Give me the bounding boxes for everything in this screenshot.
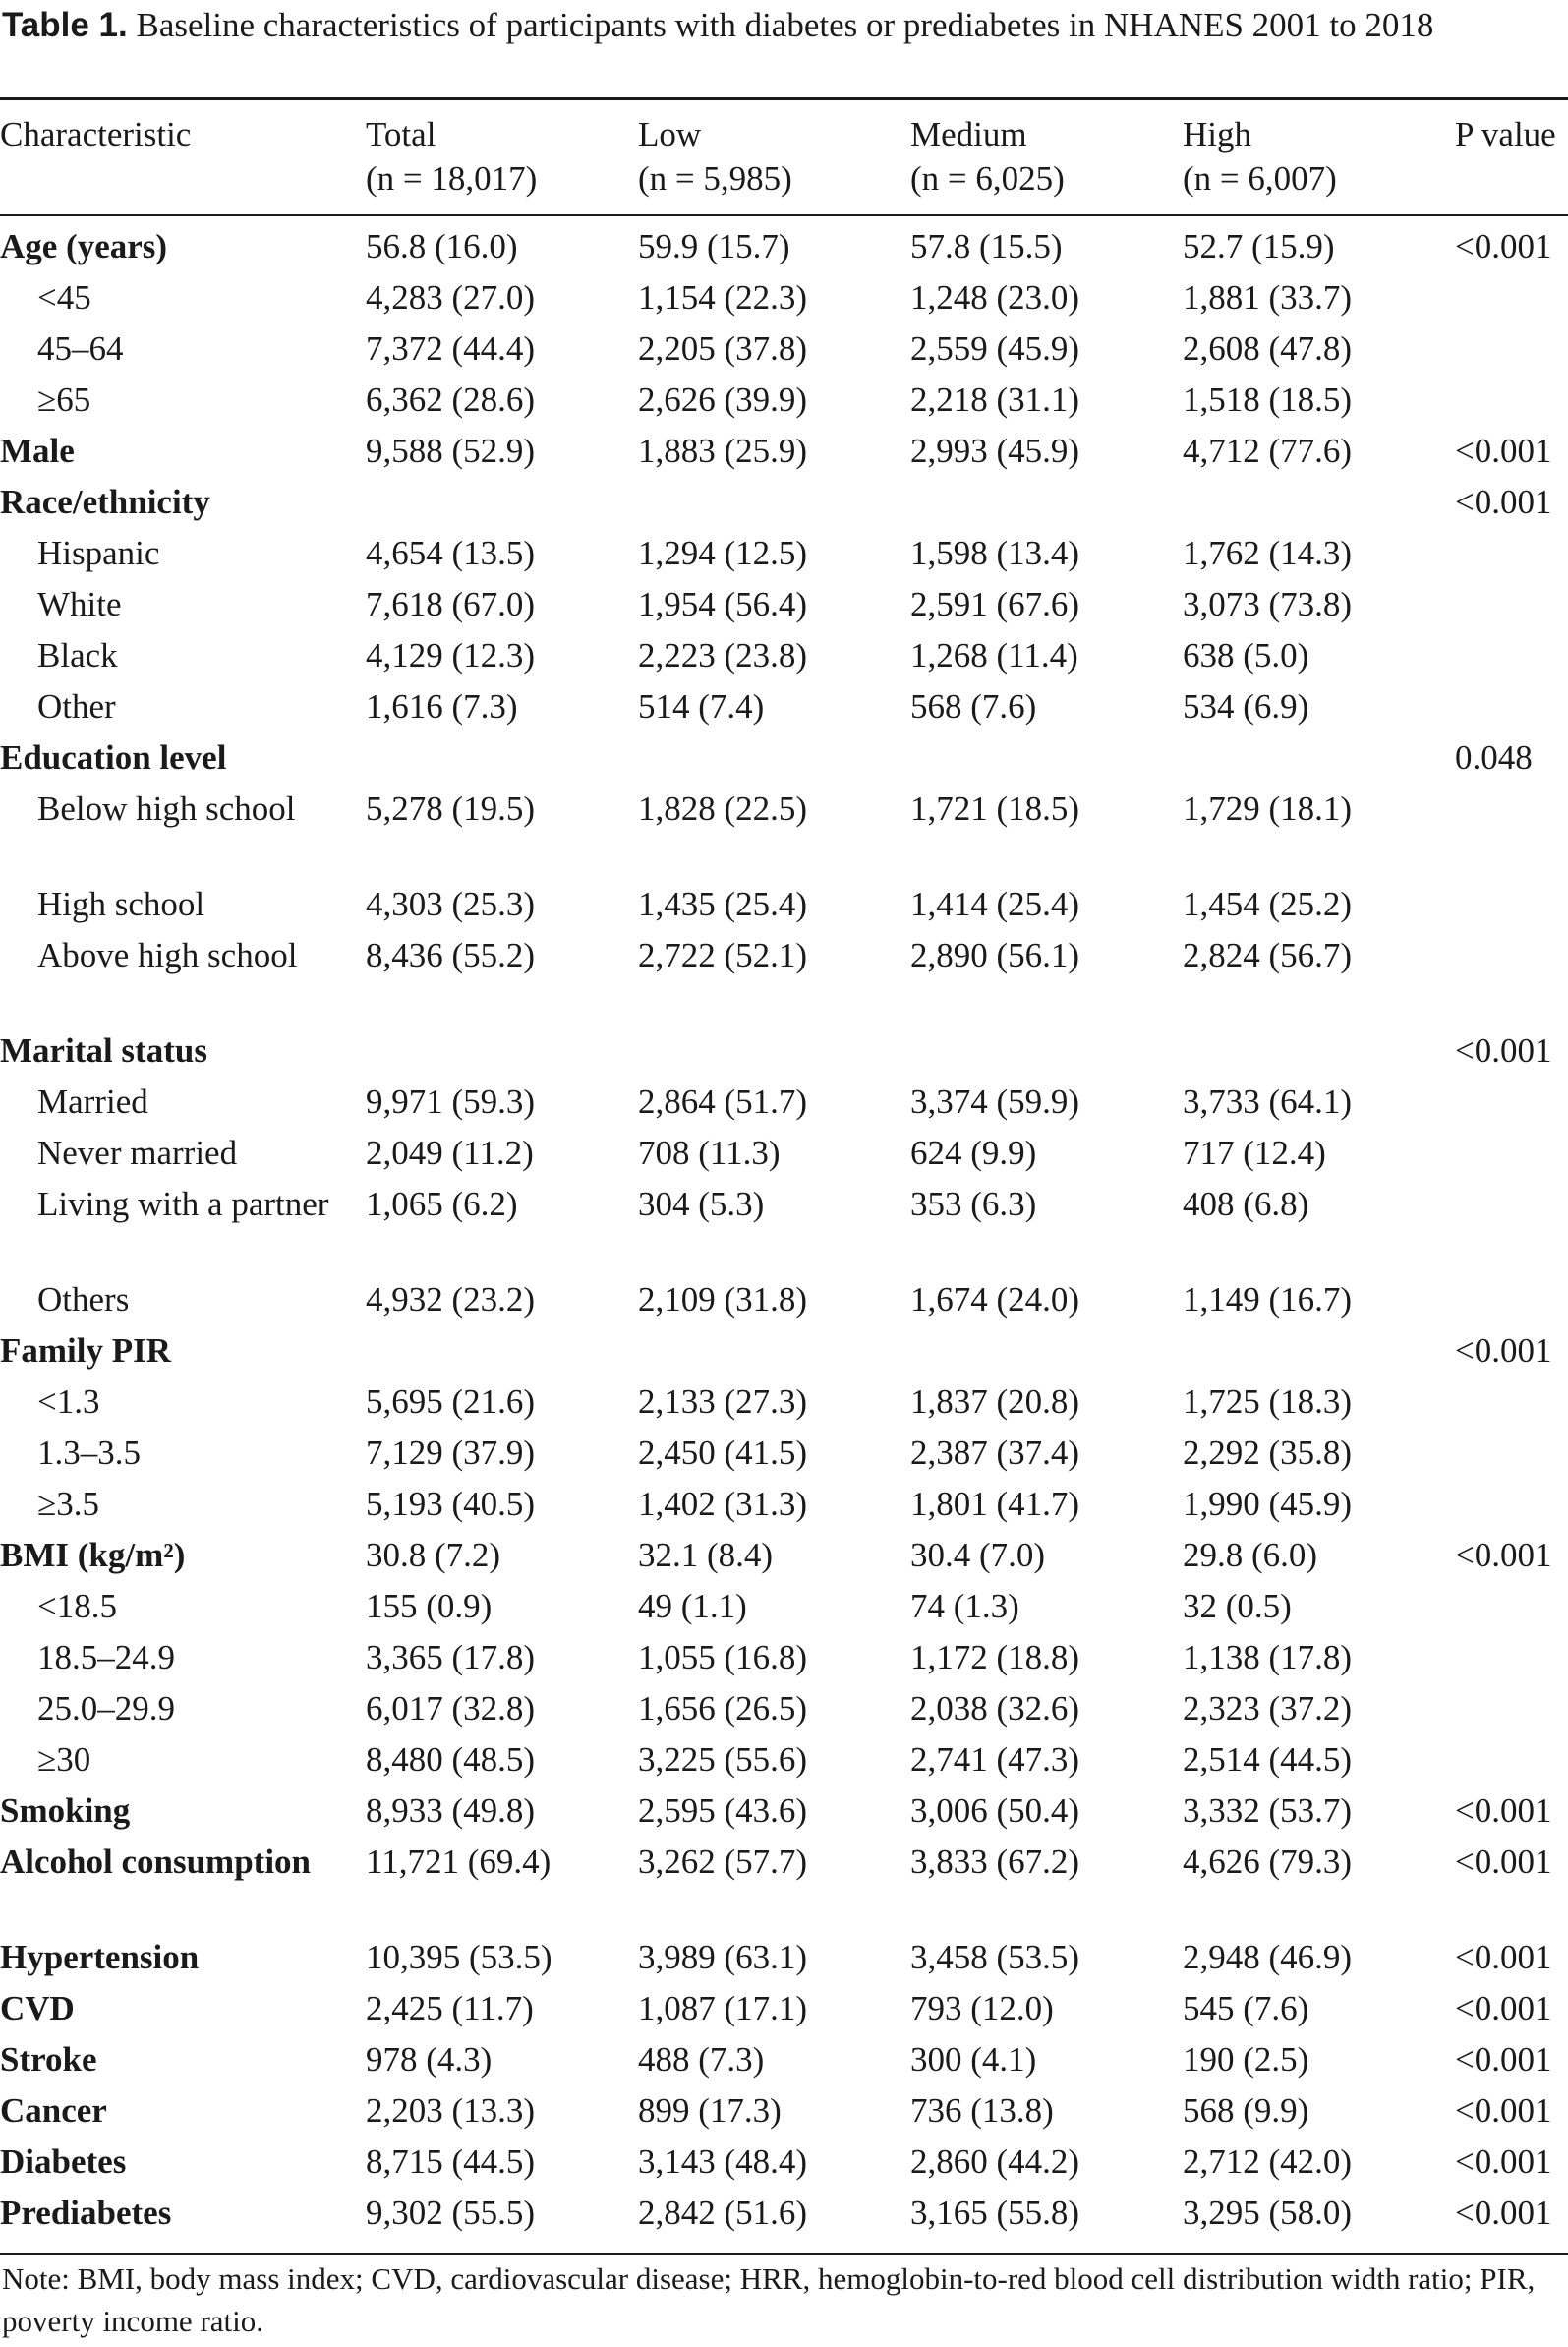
cell-total: 7,618 (67.0) [366, 585, 536, 623]
cell-medium: 30.4 (7.0) [910, 1536, 1046, 1574]
cell-label: Hypertension [0, 1938, 200, 1976]
cell-high: 2,824 (56.7) [1183, 936, 1353, 974]
cell-medium: 300 (4.1) [910, 2040, 1037, 2079]
cell-low: 3,262 (57.7) [638, 1843, 808, 1881]
cell-high: 545 (7.6) [1183, 1989, 1309, 2027]
table-row [0, 1080, 1568, 1131]
cell-total: 4,654 (13.5) [366, 534, 536, 572]
cell-total: 7,129 (37.9) [366, 1434, 536, 1472]
cell-low: 2,109 (31.8) [638, 1280, 808, 1319]
header-medium-n: (n = 6,025) [910, 159, 1065, 198]
cell-total: 4,932 (23.2) [366, 1280, 536, 1319]
cell-medium: 57.8 (15.5) [910, 227, 1063, 265]
cell-pvalue: <0.001 [1455, 1938, 1552, 1976]
table-row [0, 1131, 1568, 1182]
cell-label: High school [37, 885, 205, 923]
cell-total: 4,129 (12.3) [366, 636, 536, 675]
cell-pvalue: <0.001 [1455, 2040, 1552, 2079]
cell-low: 3,225 (55.6) [638, 1740, 808, 1779]
header-low [638, 112, 792, 201]
table-row [0, 1277, 1568, 1328]
cell-medium: 2,741 (47.3) [910, 1740, 1080, 1779]
cell-high: 1,138 (17.8) [1183, 1638, 1353, 1676]
table-body [0, 224, 1568, 2242]
cell-high: 1,725 (18.3) [1183, 1382, 1353, 1421]
cell-label: Others [37, 1280, 130, 1319]
cell-low: 1,954 (56.4) [638, 585, 808, 623]
table-row [0, 1379, 1568, 1431]
cell-medium: 1,268 (11.4) [910, 636, 1078, 675]
cell-medium: 1,801 (41.7) [910, 1485, 1080, 1523]
cell-medium: 1,598 (13.4) [910, 534, 1080, 572]
cell-high: 1,149 (16.7) [1183, 1280, 1353, 1319]
cell-medium: 2,860 (44.2) [910, 2142, 1080, 2181]
table-row [0, 2088, 1568, 2140]
cell-label: 45–64 [37, 329, 124, 368]
cell-label: Above high school [37, 936, 298, 974]
cell-total: 9,588 (52.9) [366, 432, 536, 470]
table-row [0, 1584, 1568, 1635]
cell-low: 1,883 (25.9) [638, 432, 808, 470]
cell-medium: 2,591 (67.6) [910, 585, 1080, 623]
cell-label: Age (years) [0, 227, 168, 265]
cell-high: 1,729 (18.1) [1183, 790, 1353, 828]
cell-low: 1,656 (26.5) [638, 1689, 808, 1728]
table-row [0, 429, 1568, 480]
cell-pvalue: <0.001 [1455, 227, 1552, 265]
table-row [0, 787, 1568, 882]
cell-medium: 3,833 (67.2) [910, 1843, 1080, 1881]
table-row [0, 275, 1568, 326]
cell-high: 638 (5.0) [1183, 636, 1309, 675]
cell-pvalue: <0.001 [1455, 1989, 1552, 2027]
cell-high: 4,626 (79.3) [1183, 1843, 1353, 1881]
cell-label: BMI (kg/m²) [0, 1536, 186, 1574]
cell-label: ≥3.5 [37, 1485, 99, 1523]
cell-low: 1,294 (12.5) [638, 534, 808, 572]
cell-total: 10,395 (53.5) [366, 1938, 552, 1976]
header-high-n: (n = 6,007) [1183, 159, 1337, 198]
header-low-label: Low [638, 115, 702, 153]
table-row [0, 1935, 1568, 1986]
table-row [0, 224, 1568, 275]
cell-high: 52.7 (15.9) [1183, 227, 1335, 265]
cell-low: 3,989 (63.1) [638, 1938, 808, 1976]
cell-low: 1,828 (22.5) [638, 790, 808, 828]
cell-total: 9,971 (59.3) [366, 1083, 536, 1121]
table-row [0, 1328, 1568, 1379]
cell-label: 25.0–29.9 [37, 1689, 175, 1728]
cell-pvalue: 0.048 [1455, 738, 1533, 777]
cell-medium: 793 (12.0) [910, 1989, 1054, 2027]
cell-total: 3,365 (17.8) [366, 1638, 536, 1676]
cell-high: 1,990 (45.9) [1183, 1485, 1353, 1523]
cell-total: 6,362 (28.6) [366, 381, 536, 419]
table-row [0, 882, 1568, 933]
table-row [0, 326, 1568, 378]
cell-high: 2,712 (42.0) [1183, 2142, 1353, 2181]
cell-pvalue: <0.001 [1455, 432, 1552, 470]
cell-label: Smoking [0, 1791, 131, 1830]
header-pvalue: P value [1455, 115, 1556, 153]
cell-label: 18.5–24.9 [37, 1638, 175, 1676]
cell-high: 190 (2.5) [1183, 2040, 1309, 2079]
cell-pvalue: <0.001 [1455, 1843, 1552, 1881]
cell-low: 1,154 (22.3) [638, 278, 808, 317]
cell-total: 9,302 (55.5) [366, 2194, 536, 2232]
cell-high: 1,881 (33.7) [1183, 278, 1353, 317]
table-caption [2, 4, 1560, 47]
cell-total: 5,193 (40.5) [366, 1485, 536, 1523]
cell-pvalue: <0.001 [1455, 2194, 1552, 2232]
cell-high: 3,295 (58.0) [1183, 2194, 1353, 2232]
table-row [0, 378, 1568, 429]
cell-medium: 2,038 (32.6) [910, 1689, 1080, 1728]
cell-medium: 353 (6.3) [910, 1185, 1037, 1223]
cell-low: 2,864 (51.7) [638, 1083, 808, 1121]
table-row [0, 1533, 1568, 1584]
cell-medium: 1,248 (23.0) [910, 278, 1080, 317]
cell-total: 5,695 (21.6) [366, 1382, 536, 1421]
header-low-n: (n = 5,985) [638, 159, 792, 198]
cell-total: 2,203 (13.3) [366, 2091, 536, 2130]
table-row [0, 2037, 1568, 2088]
cell-label: Family PIR [0, 1331, 172, 1370]
cell-total: 978 (4.3) [366, 2040, 493, 2079]
cell-high: 1,454 (25.2) [1183, 885, 1353, 923]
table-row [0, 1482, 1568, 1533]
cell-total: 30.8 (7.2) [366, 1536, 501, 1574]
cell-medium: 2,559 (45.9) [910, 329, 1080, 368]
cell-low: 1,055 (16.8) [638, 1638, 808, 1676]
cell-label: <18.5 [37, 1587, 117, 1625]
cell-high: 3,073 (73.8) [1183, 585, 1353, 623]
cell-low: 2,223 (23.8) [638, 636, 808, 675]
cell-total: 2,425 (11.7) [366, 1989, 534, 2027]
table-row [0, 1986, 1568, 2037]
table-row [0, 1182, 1568, 1277]
cell-total: 4,303 (25.3) [366, 885, 536, 923]
cell-low: 708 (11.3) [638, 1134, 781, 1172]
table-row [0, 480, 1568, 531]
cell-medium: 1,414 (25.4) [910, 885, 1080, 923]
cell-medium: 3,374 (59.9) [910, 1083, 1080, 1121]
header-characteristic: Characteristic [0, 115, 192, 153]
cell-label: <45 [37, 278, 91, 317]
cell-total: 8,715 (44.5) [366, 2142, 536, 2181]
header-total-n: (n = 18,017) [366, 159, 538, 198]
cell-medium: 2,993 (45.9) [910, 432, 1080, 470]
table-caption-label: Table 1. [2, 6, 128, 44]
cell-pvalue: <0.001 [1455, 1031, 1552, 1070]
cell-high: 29.8 (6.0) [1183, 1536, 1318, 1574]
cell-medium: 1,837 (20.8) [910, 1382, 1080, 1421]
cell-label: Education level [0, 738, 227, 777]
table-caption-text: Baseline characteristics of participants with diabetes or prediabetes in NHANES 2001 to 2018 [127, 6, 1434, 44]
table-top-rule [0, 97, 1568, 100]
cell-pvalue: <0.001 [1455, 483, 1552, 521]
table-bottom-rule [0, 2253, 1568, 2255]
cell-low: 2,450 (41.5) [638, 1434, 808, 1472]
cell-high: 3,733 (64.1) [1183, 1083, 1353, 1121]
cell-total: 8,436 (55.2) [366, 936, 536, 974]
cell-low: 3,143 (48.4) [638, 2142, 808, 2181]
cell-low: 1,435 (25.4) [638, 885, 808, 923]
table-header-rule [0, 214, 1568, 216]
cell-medium: 1,721 (18.5) [910, 790, 1080, 828]
cell-label: Never married [37, 1134, 238, 1172]
cell-medium: 1,674 (24.0) [910, 1280, 1080, 1319]
cell-label: White [37, 585, 122, 623]
table-header-row [0, 104, 1568, 212]
cell-low: 2,133 (27.3) [638, 1382, 808, 1421]
table-row [0, 933, 1568, 1028]
cell-low: 2,626 (39.9) [638, 381, 808, 419]
cell-high: 2,514 (44.5) [1183, 1740, 1353, 1779]
table-row [0, 531, 1568, 582]
cell-medium: 3,458 (53.5) [910, 1938, 1080, 1976]
header-high-label: High [1183, 115, 1251, 153]
table-row [0, 1431, 1568, 1482]
cell-high: 1,762 (14.3) [1183, 534, 1353, 572]
cell-pvalue: <0.001 [1455, 1536, 1552, 1574]
cell-medium: 1,172 (18.8) [910, 1638, 1080, 1676]
cell-label: Race/ethnicity [0, 483, 210, 521]
cell-high: 3,332 (53.7) [1183, 1791, 1353, 1830]
cell-high: 4,712 (77.6) [1183, 432, 1353, 470]
cell-medium: 2,890 (56.1) [910, 936, 1080, 974]
cell-pvalue: <0.001 [1455, 2091, 1552, 2130]
cell-high: 2,323 (37.2) [1183, 1689, 1353, 1728]
table-row [0, 582, 1568, 633]
cell-medium: 568 (7.6) [910, 687, 1037, 726]
cell-label: Living with a partner [37, 1185, 329, 1223]
cell-medium: 74 (1.3) [910, 1587, 1019, 1625]
cell-label: ≥65 [37, 381, 91, 419]
cell-label: Married [37, 1083, 148, 1121]
table-row [0, 1737, 1568, 1789]
cell-total: 5,278 (19.5) [366, 790, 536, 828]
cell-low: 2,205 (37.8) [638, 329, 808, 368]
cell-total: 56.8 (16.0) [366, 227, 518, 265]
cell-label: Below high school [37, 790, 296, 828]
header-total [366, 112, 537, 201]
cell-total: 1,065 (6.2) [366, 1185, 518, 1223]
cell-high: 568 (9.9) [1183, 2091, 1309, 2130]
table-note: Note: BMI, body mass index; CVD, cardiovascular disease; HRR, hemoglobin-to-red blood cell distribution width ratio; PIR, poverty income ratio. [2, 2261, 1536, 2338]
table-row [0, 1635, 1568, 1686]
cell-label: Hispanic [37, 534, 160, 572]
cell-total: 1,616 (7.3) [366, 687, 518, 726]
cell-low: 899 (17.3) [638, 2091, 782, 2130]
cell-medium: 3,006 (50.4) [910, 1791, 1080, 1830]
cell-label: Alcohol consumption [0, 1843, 312, 1881]
cell-low: 2,722 (52.1) [638, 936, 808, 974]
table-row [0, 633, 1568, 684]
cell-total: 4,283 (27.0) [366, 278, 536, 317]
cell-low: 32.1 (8.4) [638, 1536, 774, 1574]
header-medium-label: Medium [910, 115, 1027, 153]
cell-label: 1.3–3.5 [37, 1434, 141, 1472]
cell-low: 304 (5.3) [638, 1185, 765, 1223]
table-row [0, 1028, 1568, 1080]
cell-low: 2,842 (51.6) [638, 2194, 808, 2232]
cell-label: Stroke [0, 2040, 97, 2079]
table-row [0, 1789, 1568, 1840]
cell-low: 1,402 (31.3) [638, 1485, 808, 1523]
table-row [0, 2140, 1568, 2191]
cell-medium: 736 (13.8) [910, 2091, 1054, 2130]
cell-medium: 2,387 (37.4) [910, 1434, 1080, 1472]
cell-label: Black [37, 636, 118, 675]
cell-high: 1,518 (18.5) [1183, 381, 1353, 419]
cell-label: Marital status [0, 1031, 207, 1070]
header-medium [910, 112, 1065, 201]
table-row [0, 2191, 1568, 2242]
cell-label: CVD [0, 1989, 75, 2027]
cell-label: ≥30 [37, 1740, 91, 1779]
table-row [0, 1840, 1568, 1935]
cell-label: Other [37, 687, 116, 726]
cell-total: 8,933 (49.8) [366, 1791, 536, 1830]
cell-high: 534 (6.9) [1183, 687, 1309, 726]
cell-medium: 624 (9.9) [910, 1134, 1037, 1172]
header-total-label: Total [366, 115, 436, 153]
cell-total: 7,372 (44.4) [366, 329, 536, 368]
cell-label: Prediabetes [0, 2194, 172, 2232]
table-row [0, 684, 1568, 735]
cell-low: 488 (7.3) [638, 2040, 765, 2079]
cell-total: 155 (0.9) [366, 1587, 493, 1625]
cell-low: 59.9 (15.7) [638, 227, 790, 265]
cell-high: 2,948 (46.9) [1183, 1938, 1353, 1976]
cell-pvalue: <0.001 [1455, 1791, 1552, 1830]
cell-low: 49 (1.1) [638, 1587, 747, 1625]
header-high [1183, 112, 1337, 201]
cell-high: 2,608 (47.8) [1183, 329, 1353, 368]
cell-label: Cancer [0, 2091, 107, 2130]
cell-high: 717 (12.4) [1183, 1134, 1326, 1172]
table-row [0, 735, 1568, 787]
cell-total: 8,480 (48.5) [366, 1740, 536, 1779]
cell-label: Male [0, 432, 75, 470]
cell-low: 514 (7.4) [638, 687, 765, 726]
cell-medium: 3,165 (55.8) [910, 2194, 1080, 2232]
cell-pvalue: <0.001 [1455, 1331, 1552, 1370]
cell-total: 2,049 (11.2) [366, 1134, 534, 1172]
cell-total: 6,017 (32.8) [366, 1689, 536, 1728]
cell-medium: 2,218 (31.1) [910, 381, 1080, 419]
cell-high: 2,292 (35.8) [1183, 1434, 1353, 1472]
cell-label: Diabetes [0, 2142, 127, 2181]
cell-label: <1.3 [37, 1382, 100, 1421]
table-row [0, 1686, 1568, 1737]
cell-high: 32 (0.5) [1183, 1587, 1292, 1625]
cell-low: 2,595 (43.6) [638, 1791, 808, 1830]
cell-total: 11,721 (69.4) [366, 1843, 552, 1881]
cell-high: 408 (6.8) [1183, 1185, 1309, 1223]
cell-low: 1,087 (17.1) [638, 1989, 808, 2027]
cell-pvalue: <0.001 [1455, 2142, 1552, 2181]
